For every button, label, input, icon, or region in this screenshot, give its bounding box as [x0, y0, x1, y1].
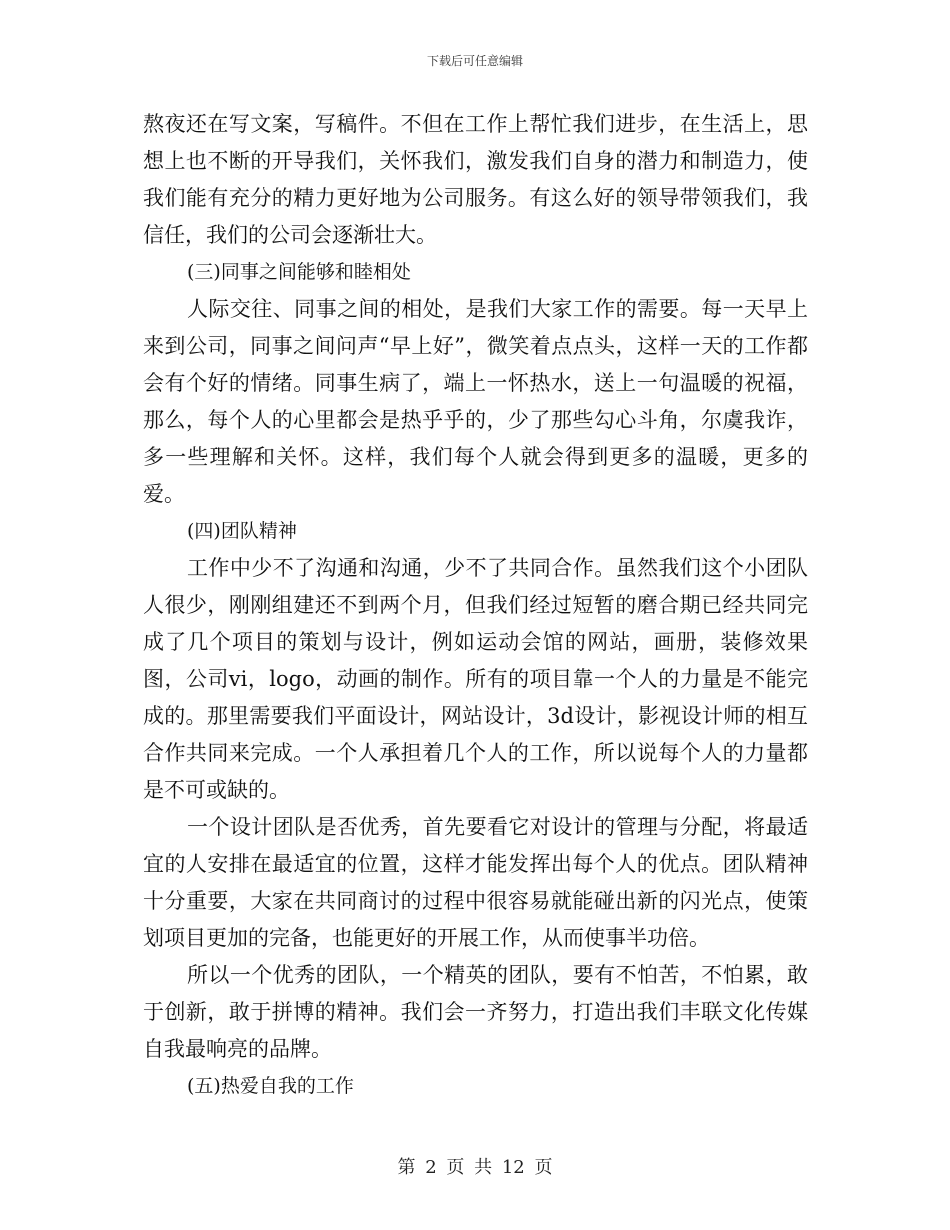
paragraph-elite-team: 所以一个优秀的团队，一个精英的团队，要有不怕苦，不怕累，敢于创新，敢于拼博的精神。我们会一齐努力，打造出我们丰联文化传媒自我最响亮的品牌。 [143, 963, 808, 1061]
paragraph-colleagues: 人际交往、同事之间的相处，是我们大家工作的需要。每一天早上来到公司，同事之间问声“早上好”，微笑着点点头，这样一天的工作都会有个好的情绪。同事生病了，端上一怀热水，送上一句温暖的祝福，那么，每个人的心里都会是热乎乎的，少了那些勾心斗角，尔虞我诈，多一些理解和关怀。这样，我们每个人就会得到更多的温暖，更多的爱。 [143, 297, 808, 506]
paragraph-design-team: 一个设计团队是否优秀，首先要看它对设计的管理与分配，将最适宜的人安排在最适宜的位置，这样才能发挥出每个人的优点。团队精神十分重要，大家在共同商讨的过程中很容易就能碰出新的闪光点，使策划项目更加的完备，也能更好的开展工作，从而使事半功倍。 [143, 815, 808, 950]
section-heading-3: (三)同事之间能够和睦相处 [187, 261, 411, 283]
paragraph-continued: 熬夜还在写文案，写稿件。不但在工作上帮忙我们进步，在生活上，思想上也不断的开导我们，关怀我们，激发我们自身的潜力和制造力，使我们能有充分的精力更好地为公司服务。有这么好的领导带领我们，我信任，我们的公司会逐渐壮大。 [143, 112, 808, 247]
section-heading-4: (四)团队精神 [187, 520, 297, 542]
section-heading-5: (五)热爱自我的工作 [187, 1075, 354, 1097]
document-body [143, 106, 808, 1105]
page-header: 下载后可任意编辑 [426, 54, 523, 68]
page-number-footer: 第 2 页 共 12 页 [397, 1157, 553, 1178]
paragraph-teamwork: 工作中少不了沟通和沟通，少不了共同合作。虽然我们这个小团队人很少，刚刚组建还不到两个月，但我们经过短暂的磨合期已经共同完成了几个项目的策划与设计，例如运动会馆的网站，画册，装修效果图，公司vi，logo，动画的制作。所有的项目靠一个人的力量是不能完成的。那里需要我们平面设计，网站设计，3d设计，影视设计师的相互合作共同来完成。一个人承担着几个人的工作，所以说每个人的力量都是不可或缺的。 [143, 556, 808, 802]
